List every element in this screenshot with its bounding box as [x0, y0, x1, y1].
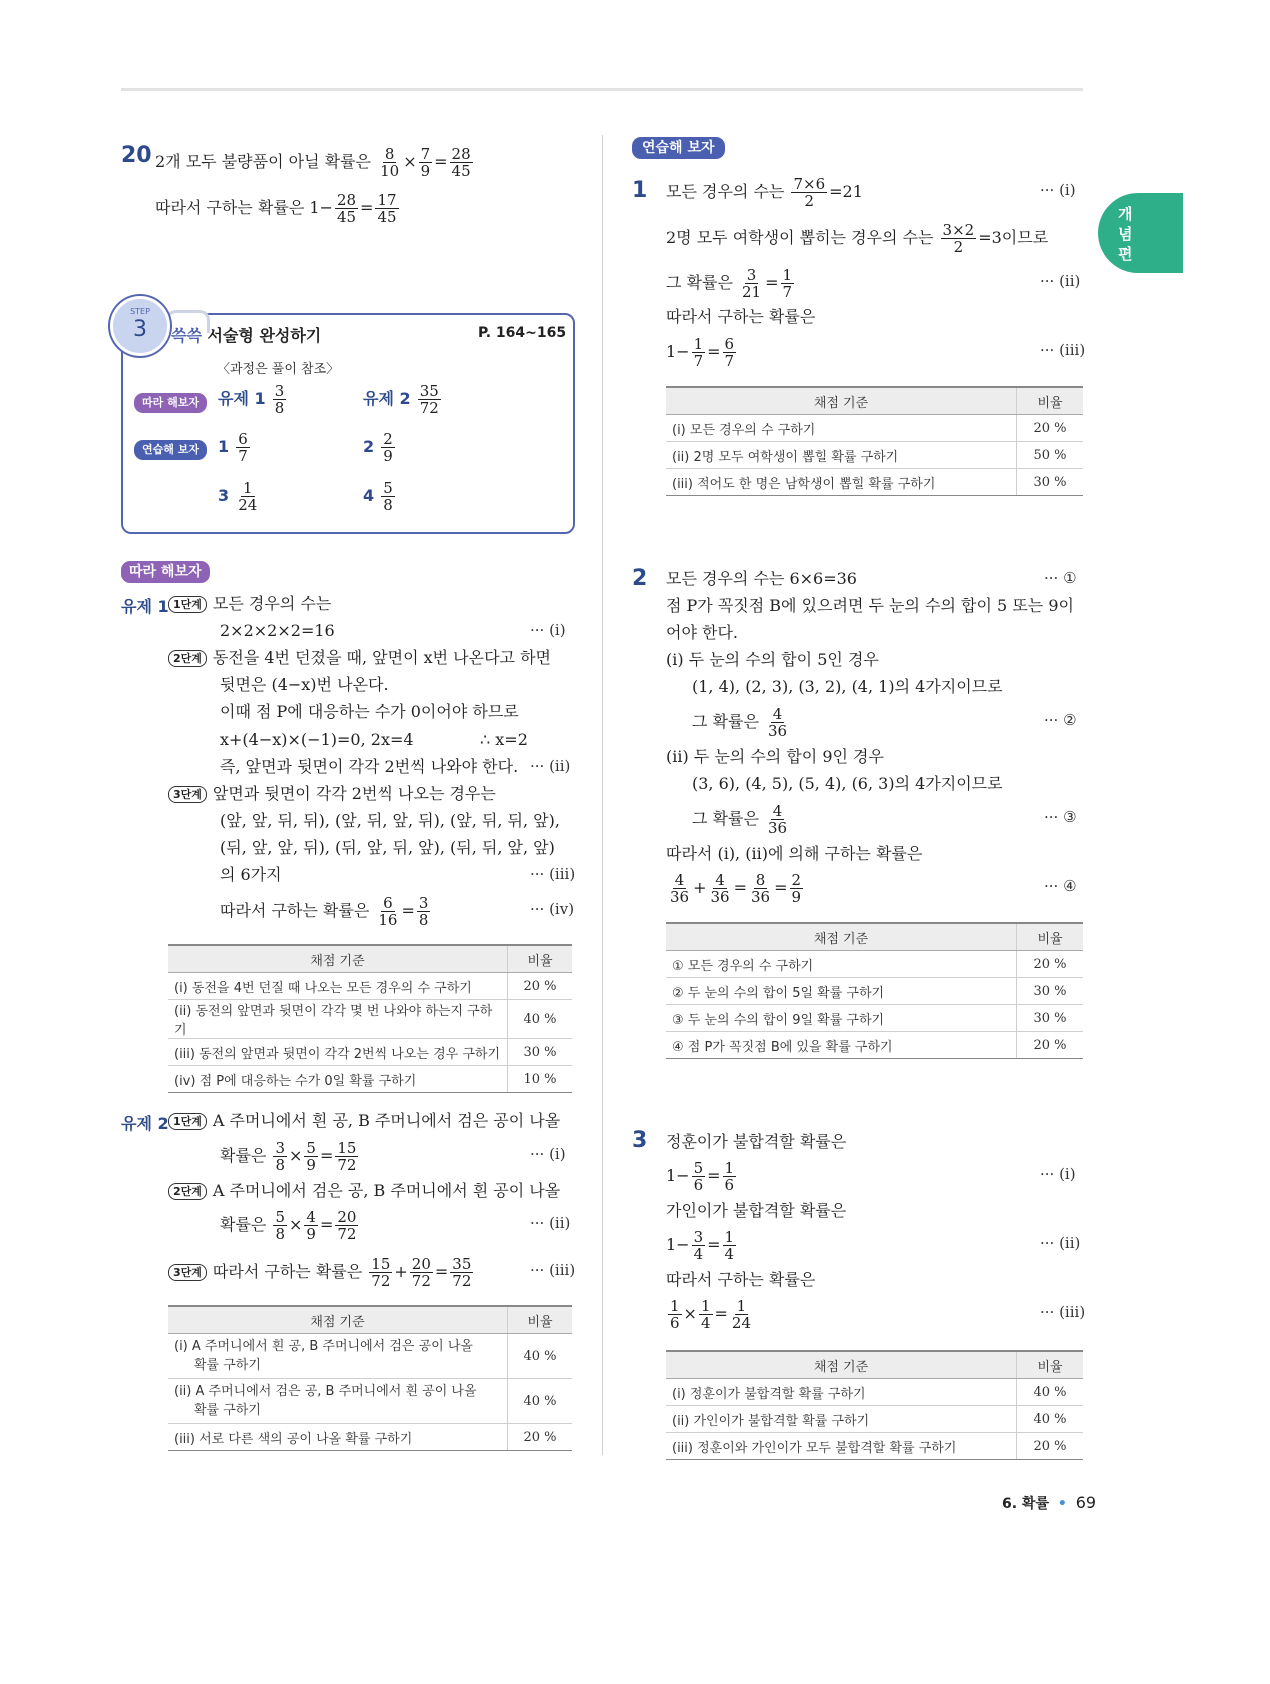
scoring-table: [168, 944, 572, 1093]
text: 모든 경우의 수는: [212, 594, 332, 613]
score-mark: ··· (iii): [530, 1261, 576, 1279]
problem-number: 2: [632, 566, 648, 591]
fraction: $\frac{1}{24}$: [731, 1297, 751, 1332]
yuje1-label: 유제 1: [121, 597, 169, 616]
text: 모든 경우의 수는: [666, 182, 785, 201]
score-mark: ··· (i): [1040, 181, 1076, 199]
fraction: $\frac{4}{36}$: [768, 802, 788, 837]
score-mark: ··· ①: [1044, 569, 1077, 587]
cell: 50 %: [1017, 442, 1084, 469]
cell: 30 %: [1017, 1005, 1084, 1032]
answer-yuje1: [218, 383, 288, 416]
text: 따라서 구하는 확률은: [220, 901, 370, 920]
q3-line2: 1− $\frac{5}{6}$ = $\frac{1}{6}$: [666, 1159, 735, 1194]
text: A 주머니에서 검은 공, B 주머니에서 흰 공이 나올: [212, 1181, 561, 1200]
text: (ii) 두 눈의 수의 합이 9인 경우: [666, 747, 884, 766]
score-mark: ··· (i): [1040, 1165, 1076, 1183]
answer-num: 3: [218, 486, 230, 505]
table-row: [168, 1039, 572, 1066]
fraction: $\frac{4}{36}$: [670, 871, 690, 906]
answer-4: [363, 480, 397, 513]
q1-line5: 1− $\frac{1}{7}$ = $\frac{6}{7}$: [666, 335, 735, 370]
scoring-table: [666, 922, 1083, 1059]
fraction: $\frac{28}{45}$: [451, 145, 471, 180]
q3-line6: $\frac{1}{6}$ × $\frac{1}{4}$ = $\frac{1}{24}$: [670, 1297, 751, 1332]
table-row: [168, 1066, 572, 1093]
cell: 40 %: [1017, 1406, 1084, 1433]
text: 그 확률은: [666, 273, 733, 292]
fraction: $\frac{3}{4}$: [693, 1228, 704, 1263]
cell-line: 확률 구하기: [194, 1358, 261, 1373]
cell: ③ 두 눈의 수의 합이 9일 확률 구하기: [666, 1005, 1017, 1032]
col-header: 비율: [508, 945, 573, 973]
q1-line1: [666, 176, 863, 209]
cell: 20 %: [1017, 1433, 1084, 1460]
cell: (ii) 가인이가 불합격할 확률 구하기: [666, 1406, 1017, 1433]
cell: ④ 점 P가 꼭짓점 B에 있을 확률 구하기: [666, 1032, 1017, 1059]
table-row: [666, 978, 1083, 1005]
text: 점 P가 꼭짓점 B에 있으려면 두 눈의 수의 합이 5 또는 9이: [666, 596, 1074, 615]
p20-line1: 2개 모두 불량품이 아닐 확률은 $\frac{8}{10}$ × $\frac{7}{9}$ = $\frac{28}{45}$: [155, 145, 471, 180]
answer-1: [218, 431, 252, 464]
y1-result: 따라서 구하는 확률은 $\frac{6}{16}$ = $\frac{3}{8}$: [220, 894, 429, 929]
cell: (ii) 2명 모두 여학생이 뽑힐 확률 구하기: [666, 442, 1017, 469]
cell: 40 %: [508, 1334, 573, 1379]
p20-line2: 따라서 구하는 확률은 1− $\frac{28}{45}$ = $\frac{17}{45}$: [155, 191, 397, 226]
cell: 20 %: [1017, 415, 1084, 442]
text: 따라서 구하는 확률은 1−: [155, 198, 333, 217]
cell: (ii) 동전의 앞면과 뒷면이 각각 몇 번 나와야 하는지 구하기: [168, 1000, 508, 1039]
top-rule: [121, 88, 1083, 91]
text: ∴ x=2: [480, 730, 528, 749]
col-header: 비율: [1017, 923, 1084, 951]
fraction: $\frac{6}{16}$: [378, 894, 398, 929]
text: (1, 4), (2, 3), (3, 2), (4, 1)의 4가지이므로: [692, 677, 1003, 696]
score-mark: ··· (iv): [530, 900, 575, 918]
table-row: [666, 951, 1083, 978]
text: 의 6가지: [220, 865, 282, 884]
score-mark: ··· (i): [530, 621, 566, 639]
text: 뒷면은 (4−x)번 나온다.: [220, 675, 389, 694]
answer-yuje2: [363, 383, 443, 416]
follow-section-tag: 따라 해보자: [121, 561, 210, 583]
score-mark: ··· (ii): [530, 1214, 571, 1232]
fraction: $\frac{3}{8}$: [274, 382, 285, 417]
cell: 20 %: [508, 1424, 573, 1451]
step-badge: 2단계: [168, 650, 207, 667]
text: (3, 6), (4, 5), (5, 4), (6, 3)의 4가지이므로: [692, 774, 1003, 793]
fraction: $\frac{4}{9}$: [306, 1208, 316, 1243]
score-mark: ··· (ii): [530, 757, 571, 775]
fraction: $\frac{35}{72}$: [419, 382, 439, 417]
scoring-table: [666, 386, 1083, 496]
step-badge: 3단계: [168, 786, 207, 803]
fraction: $\frac{5}{8}$: [383, 479, 393, 514]
score-mark: ··· (iii): [530, 865, 576, 883]
fraction: $\frac{5}{9}$: [306, 1139, 316, 1174]
text: 정훈이가 불합격할 확률은: [666, 1132, 847, 1151]
fraction: $\frac{15}{72}$: [337, 1139, 357, 1174]
text: 1−: [666, 1235, 690, 1254]
cell: (i) 동전을 4번 던질 때 나오는 모든 경우의 수 구하기: [168, 973, 508, 1000]
y2-step3: 3단계 따라서 구하는 확률은 $\frac{15}{72}$ + $\frac{20}{72}$ = $\frac{35}{72}$: [168, 1256, 475, 1289]
side-tab-char: 념: [1118, 225, 1133, 243]
text: 앞면과 뒷면이 각각 2번씩 나오는 경우는: [212, 784, 496, 803]
y1-step2: [168, 647, 551, 669]
text: 확률은: [220, 1215, 267, 1234]
cell: 10 %: [508, 1066, 573, 1093]
follow-tag: 따라 해보자: [134, 393, 207, 413]
score-mark: ··· (ii): [1040, 272, 1081, 290]
step-badge: 1단계: [168, 596, 207, 613]
table-row: [168, 1379, 572, 1424]
fraction: $\frac{1}{6}$: [724, 1159, 735, 1194]
scoring-table: [666, 1350, 1083, 1460]
step-badge: 2단계: [168, 1183, 207, 1200]
process-note: 〈과정은 풀이 참조〉: [217, 362, 340, 377]
scoring-table: [168, 1305, 572, 1451]
practice-section-tag: 연습해 보자: [632, 137, 725, 159]
cell: (iii) 서로 다른 색의 공이 나올 확률 구하기: [168, 1424, 508, 1451]
col-header: 채점 기준: [666, 923, 1017, 951]
text: 즉, 앞면과 뒷면이 각각 2번씩 나와야 한다.: [220, 757, 519, 776]
fraction: $\frac{1}{4}$: [724, 1228, 735, 1263]
problem-number: 1: [632, 178, 648, 203]
y1-step3: [168, 783, 496, 805]
table-row: [168, 1334, 572, 1379]
cell: (iii) 정훈이와 가인이가 모두 불합격할 확률 구하기: [666, 1433, 1017, 1460]
fraction: $\frac{1}{7}$: [782, 266, 793, 301]
text: 1−: [666, 1166, 690, 1185]
col-header: 비율: [508, 1306, 573, 1334]
score-mark: ··· ④: [1044, 877, 1077, 895]
score-mark: ··· (ii): [1040, 1234, 1081, 1252]
text: (앞, 앞, 뒤, 뒤), (앞, 뒤, 앞, 뒤), (앞, 뒤, 뒤, 앞),: [220, 811, 560, 830]
text: =3이므로: [978, 228, 1049, 247]
text: (뒤, 앞, 앞, 뒤), (뒤, 앞, 뒤, 앞), (뒤, 뒤, 앞, 앞): [220, 838, 555, 857]
answer-num: 4: [363, 486, 375, 505]
yuje2-label: 유제 2: [121, 1114, 169, 1133]
y2-line: 확률은 $\frac{3}{8}$ × $\frac{5}{9}$ = $\frac{15}{72}$: [220, 1139, 357, 1174]
fraction: $\frac{3\times 2}{2}$: [942, 221, 975, 256]
fraction: $\frac{3}{8}$: [418, 894, 429, 929]
step-badge: 3단계: [168, 1264, 207, 1281]
step-number: 3: [133, 317, 147, 342]
text: 그 확률은: [692, 712, 759, 731]
fraction: $\frac{7\times 6}{2}$: [793, 175, 826, 210]
score-mark: ··· (iii): [1040, 1303, 1086, 1321]
fraction: $\frac{1}{7}$: [693, 335, 704, 370]
answer-2: [363, 431, 397, 464]
cell: 40 %: [508, 1000, 573, 1039]
fraction: $\frac{28}{45}$: [336, 191, 357, 226]
fraction: $\frac{1}{24}$: [238, 479, 258, 514]
title-main: 서술형 완성하기: [207, 326, 322, 345]
score-mark: ··· (iii): [1040, 341, 1086, 359]
cell: ② 두 눈의 수의 합이 5일 확률 구하기: [666, 978, 1017, 1005]
text: 이때 점 P에 대응하는 수가 0이어야 하므로: [220, 702, 519, 721]
table-row: [168, 973, 572, 1000]
cell: 40 %: [1017, 1379, 1084, 1406]
page-number: 69: [1075, 1493, 1097, 1512]
fraction: $\frac{17}{45}$: [377, 191, 397, 226]
side-tab-char: 개: [1118, 205, 1133, 223]
problem-number: 20: [121, 143, 152, 168]
fraction: $\frac{15}{72}$: [371, 1255, 391, 1290]
cell: (i) 정훈이가 불합격할 확률 구하기: [666, 1379, 1017, 1406]
text: 동전을 4번 던졌을 때, 앞면이 x번 나온다고 하면: [212, 648, 552, 667]
col-header: 채점 기준: [666, 1351, 1017, 1379]
table-row: [666, 1379, 1083, 1406]
fraction: $\frac{5}{6}$: [693, 1159, 704, 1194]
text: 그 확률은: [692, 809, 759, 828]
table-row: [666, 1032, 1083, 1059]
fraction: $\frac{6}{7}$: [724, 335, 735, 370]
cell: 40 %: [508, 1379, 573, 1424]
table-row: [666, 469, 1083, 496]
yuje-label: 유제 1: [218, 389, 266, 408]
col-header: 비율: [1017, 387, 1084, 415]
cell-line: (ii) A 주머니에서 검은 공, B 주머니에서 흰 공이 나올: [174, 1384, 477, 1399]
side-tab[interactable]: [1098, 193, 1183, 273]
text: 2×2×2×2=16: [220, 621, 335, 640]
cell: (iv) 점 P에 대응하는 수가 0일 확률 구하기: [168, 1066, 508, 1093]
problem-number: 3: [632, 1128, 648, 1153]
footer-bullet: •: [1057, 1496, 1067, 1512]
cell: 20 %: [508, 973, 573, 1000]
q1-line3: 그 확률은 $\frac{3}{21}$ = $\frac{1}{7}$: [666, 266, 793, 301]
cell: [168, 1379, 508, 1424]
text: 2명 모두 여학생이 뽑히는 경우의 수는: [666, 228, 934, 247]
q2-line9: [692, 803, 791, 836]
fraction: $\frac{7}{9}$: [420, 145, 431, 180]
q2-line6: [692, 706, 791, 739]
fraction: $\frac{4}{36}$: [710, 871, 730, 906]
table-row: [666, 442, 1083, 469]
cell: 30 %: [1017, 978, 1084, 1005]
col-header: 채점 기준: [168, 945, 508, 973]
text: 가인이가 불합격할 확률은: [666, 1201, 847, 1220]
footer: [1002, 1493, 1096, 1513]
fraction: $\frac{6}{7}$: [238, 430, 248, 465]
fraction: $\frac{2}{9}$: [791, 871, 802, 906]
cell: 30 %: [508, 1039, 573, 1066]
text: 따라서 구하는 확률은: [666, 1270, 816, 1289]
cell: (iii) 동전의 앞면과 뒷면이 각각 2번씩 나오는 경우 구하기: [168, 1039, 508, 1066]
answer-3: [218, 480, 261, 513]
cell-line: (i) A 주머니에서 흰 공, B 주머니에서 검은 공이 나올: [174, 1339, 473, 1354]
answer-num: 2: [363, 437, 375, 456]
text: 1−: [666, 342, 690, 361]
cell: 30 %: [1017, 469, 1084, 496]
table-row: [168, 1424, 572, 1451]
column-divider: [602, 135, 603, 1455]
page-reference: P. 164~165: [478, 325, 567, 341]
fraction: $\frac{3}{21}$: [742, 266, 762, 301]
fraction: $\frac{35}{72}$: [452, 1255, 472, 1290]
side-tab-char: 편: [1118, 245, 1133, 263]
col-header: 채점 기준: [666, 387, 1017, 415]
practice-tag: 연습해 보자: [134, 440, 207, 460]
cell-line: 확률 구하기: [194, 1403, 261, 1418]
fraction: $\frac{20}{72}$: [411, 1255, 431, 1290]
cell: (iii) 적어도 한 명은 남학생이 뽑힐 확률 구하기: [666, 469, 1017, 496]
text: 따라서 구하는 확률은: [666, 307, 816, 326]
cell: ① 모든 경우의 수 구하기: [666, 951, 1017, 978]
table-row: [666, 1406, 1083, 1433]
step-label: STEP: [130, 307, 150, 316]
q2-line11: $\frac{4}{36}$ + $\frac{4}{36}$ = $\frac{8}{36}$ = $\frac{2}{9}$: [670, 871, 802, 906]
table-row: [168, 1000, 572, 1039]
fraction: $\frac{4}{36}$: [768, 705, 788, 740]
text: x+(4−x)×(−1)=0, 2x=4: [220, 730, 414, 749]
col-header: 비율: [1017, 1351, 1084, 1379]
step3-title: [171, 323, 321, 346]
text: 어야 한다.: [666, 623, 738, 642]
fraction: $\frac{8}{36}$: [751, 871, 771, 906]
text: A 주머니에서 흰 공, B 주머니에서 검은 공이 나올: [212, 1111, 561, 1130]
step-badge: [110, 296, 170, 356]
table-row: [666, 415, 1083, 442]
yuje-label: 유제 2: [363, 389, 411, 408]
y2-line: 확률은 $\frac{5}{8}$ × $\frac{4}{9}$ = $\frac{20}{72}$: [220, 1208, 357, 1243]
text: 따라서 (i), (ii)에 의해 구하는 확률은: [666, 844, 923, 863]
text: 2개 모두 불량품이 아닐 확률은: [155, 152, 371, 171]
title-accent: 쓱쓱: [171, 326, 202, 345]
fraction: $\frac{5}{8}$: [275, 1208, 286, 1243]
cell: (i) 모든 경우의 수 구하기: [666, 415, 1017, 442]
step3-summary-box: [121, 313, 575, 534]
fraction: $\frac{2}{9}$: [383, 430, 393, 465]
chapter-title: 6. 확률: [1002, 1496, 1049, 1512]
score-mark: ··· ③: [1044, 808, 1077, 826]
cell: 20 %: [1017, 1032, 1084, 1059]
score-mark: ··· (i): [530, 1145, 566, 1163]
fraction: $\frac{8}{10}$: [380, 145, 400, 180]
col-header: 채점 기준: [168, 1306, 508, 1334]
cell: 20 %: [1017, 951, 1084, 978]
fraction: $\frac{20}{72}$: [337, 1208, 357, 1243]
table-row: [666, 1433, 1083, 1460]
y1-step1: [168, 593, 331, 615]
cell: [168, 1334, 508, 1379]
fraction: $\frac{1}{4}$: [700, 1297, 711, 1332]
text: 확률은: [220, 1146, 267, 1165]
text: (i) 두 눈의 수의 합이 5인 경우: [666, 650, 879, 669]
answer-num: 1: [218, 437, 230, 456]
text: 따라서 구하는 확률은: [212, 1262, 363, 1281]
fraction: $\frac{1}{6}$: [670, 1297, 680, 1332]
y2-step1: [168, 1110, 560, 1132]
table-row: [666, 1005, 1083, 1032]
text: 모든 경우의 수는 6×6=36: [666, 569, 857, 588]
score-mark: ··· ②: [1044, 711, 1077, 729]
q3-line4: 1− $\frac{3}{4}$ = $\frac{1}{4}$: [666, 1228, 735, 1263]
y2-step2: [168, 1180, 560, 1202]
step-badge: 1단계: [168, 1113, 207, 1130]
q1-line2: [666, 222, 1048, 255]
fraction: $\frac{3}{8}$: [275, 1139, 286, 1174]
text: =21: [829, 182, 863, 201]
